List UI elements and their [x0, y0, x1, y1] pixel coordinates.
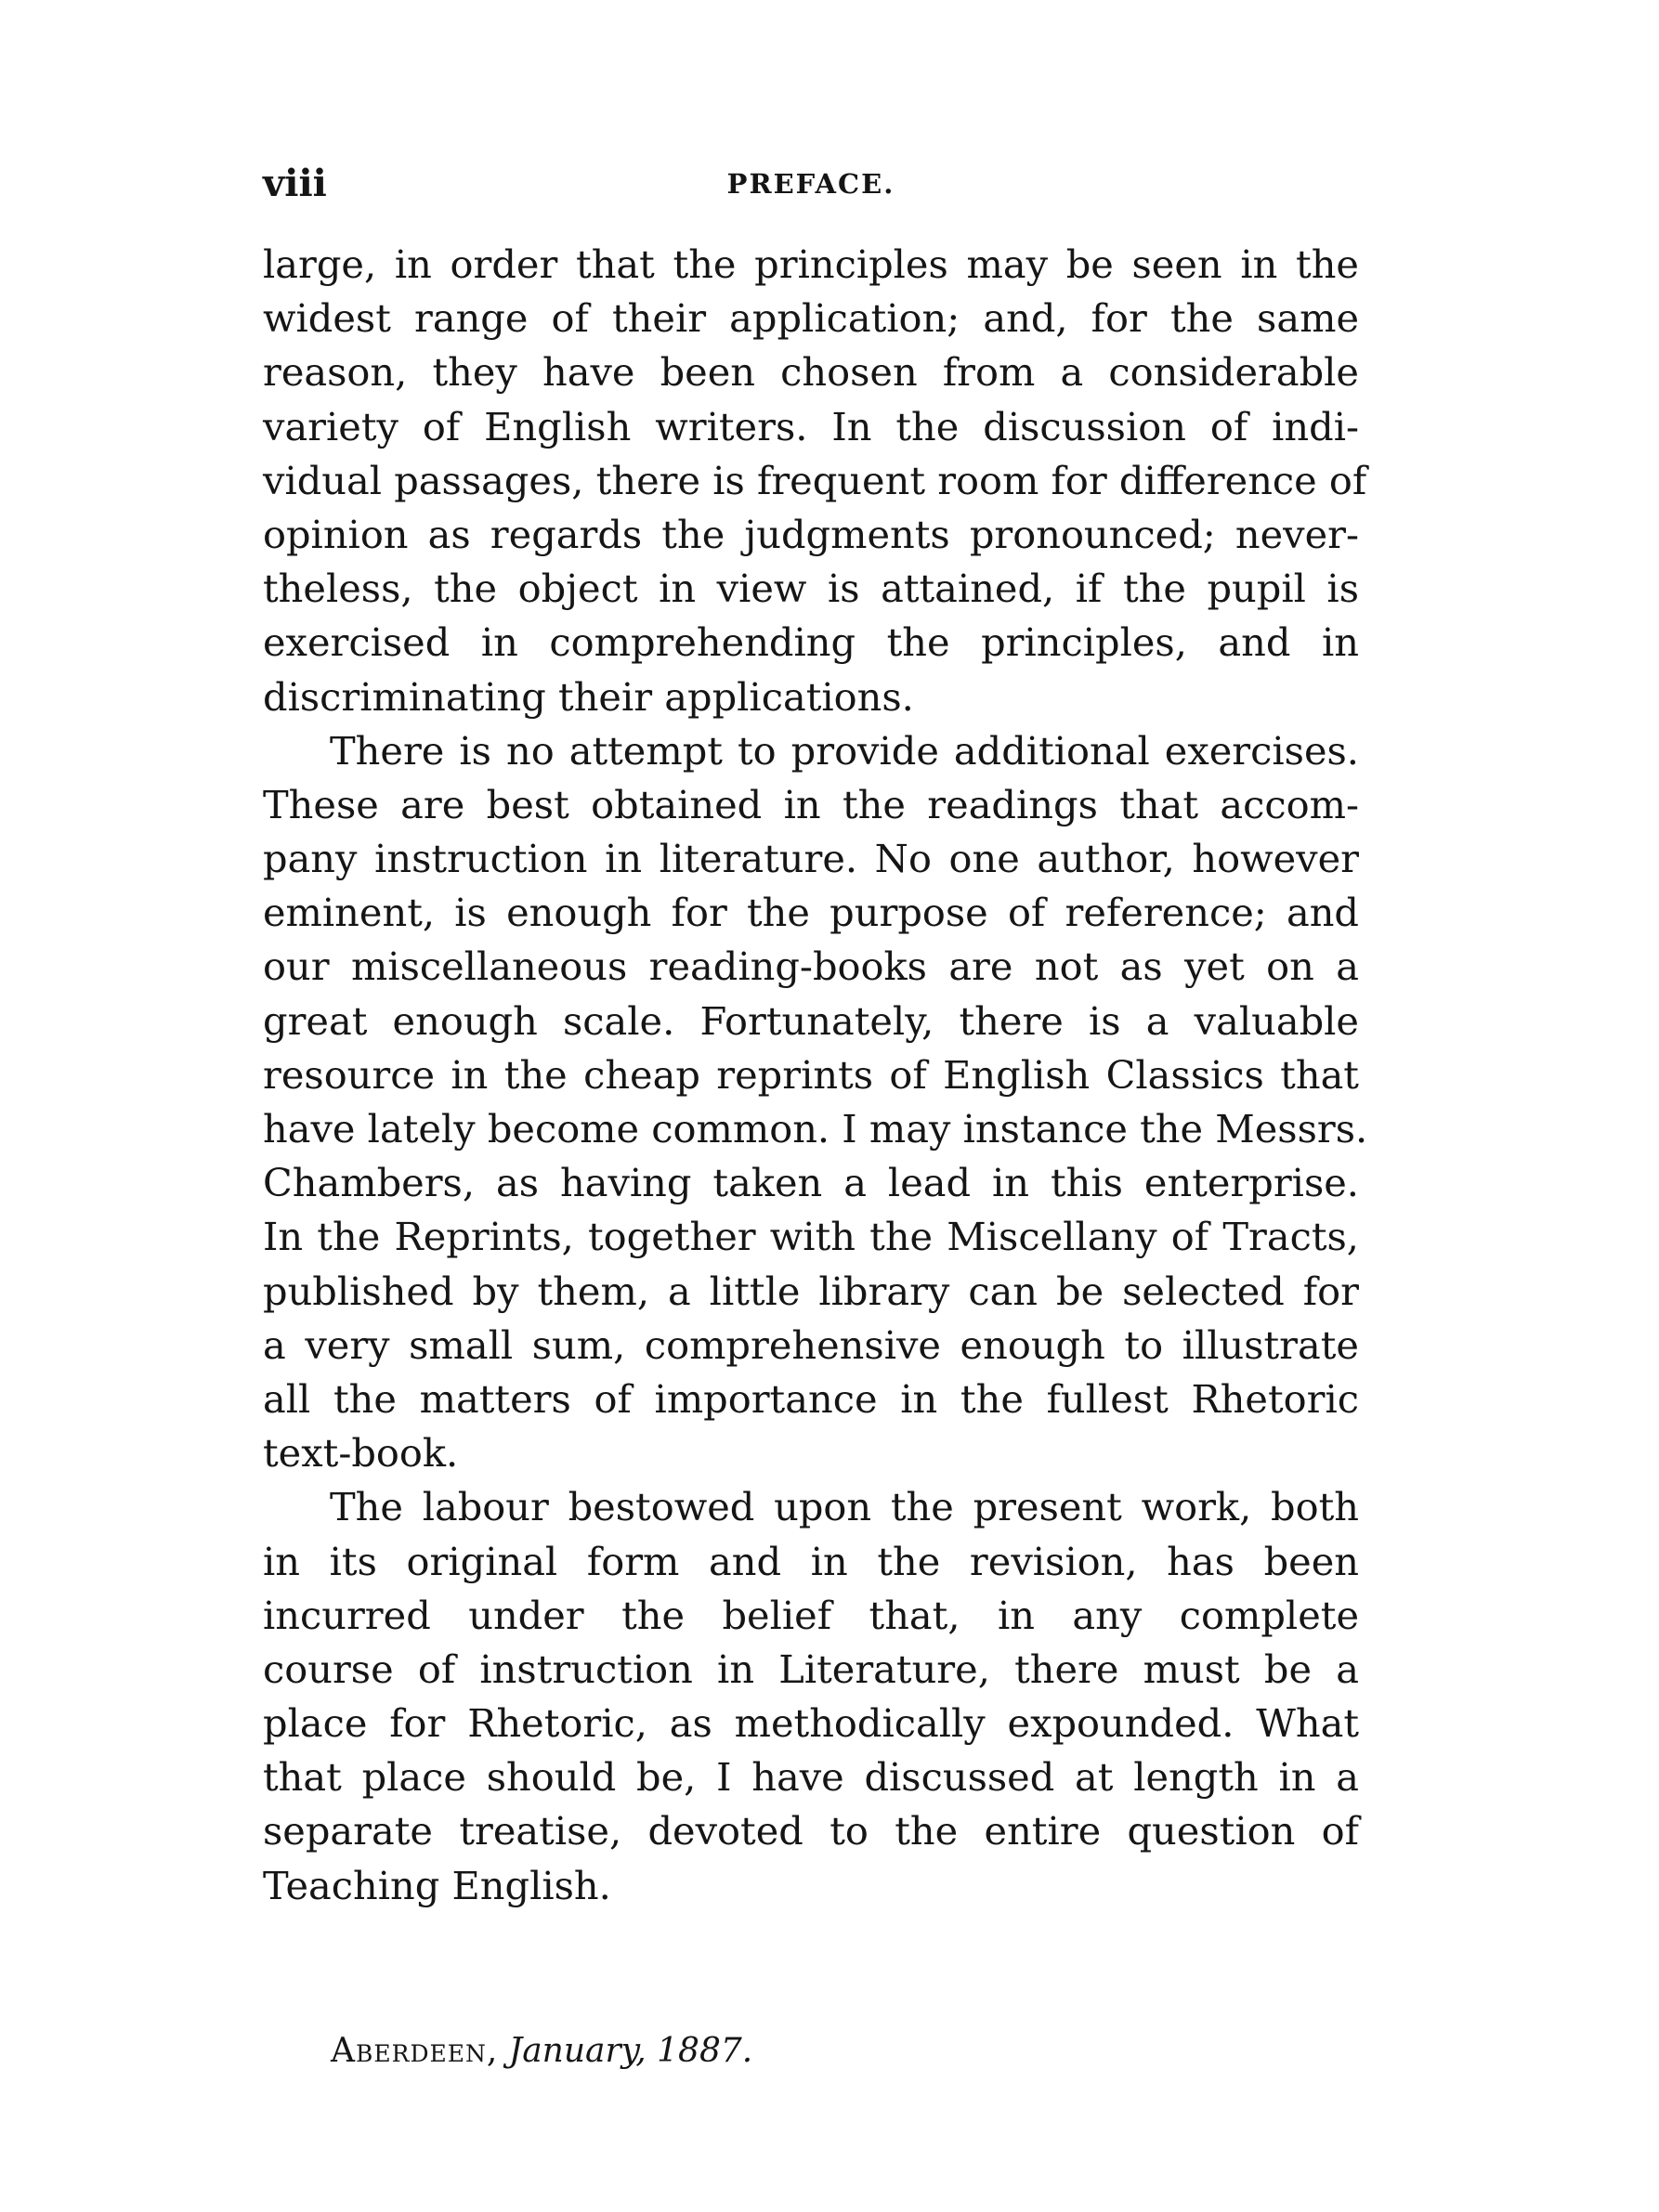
text-line: eminent, is enough for the purpose of reference; and: [263, 890, 1359, 936]
page-number: viii: [263, 162, 327, 205]
text-line: a very small sum, comprehensive enough to illustrate: [263, 1321, 1359, 1368]
running-head: PREFACE.: [726, 168, 895, 200]
text-line: great enough scale. Fortunately, there is a valuable: [263, 997, 1359, 1044]
text-line: published by them, a little library can be selected for: [263, 1268, 1359, 1314]
text-line: separate treatise, devoted to the entire question of: [263, 1808, 1359, 1854]
text-line: have lately become common. I may instance the Messrs.: [263, 1106, 1368, 1152]
signature-place: Aberdeen,: [331, 2032, 499, 2070]
paragraph-1: [263, 238, 1367, 724]
text-line: In the Reprints, together with the Miscellany of Tracts,: [263, 1214, 1359, 1260]
paragraph-3: [263, 1480, 1359, 1913]
text-line: text-book.: [263, 1430, 459, 1477]
text-line: that place should be, I have discussed at length in a: [263, 1754, 1359, 1801]
text-line: variety of English writers. In the discussion of indi-: [263, 403, 1359, 449]
text-line: reason, they have been chosen from a considerable: [263, 349, 1359, 396]
text-line: pany instruction in literature. No one author, however: [263, 836, 1359, 882]
text-line: vidual passages, there is frequent room for difference of: [263, 457, 1367, 503]
text-line: These are best obtained in the readings that accom-: [263, 781, 1359, 827]
text-line: opinion as regards the judgments pronounced; never-: [263, 511, 1359, 557]
text-line: The labour bestowed upon the present work, both: [330, 1484, 1359, 1530]
text-line: theless, the object in view is attained, if the pupil is: [263, 566, 1359, 612]
text-line: Teaching English.: [263, 1862, 611, 1908]
signature: [331, 2028, 752, 2075]
text-line: Chambers, as having taken a lead in this enterprise.: [263, 1160, 1359, 1206]
page-header: [263, 156, 1359, 212]
text-line: incurred under the belief that, in any complete: [263, 1592, 1359, 1638]
text-line: all the matters of importance in the fullest Rhetoric: [263, 1375, 1359, 1422]
text-line: place for Rhetoric, as methodically expounded. What: [263, 1700, 1359, 1747]
body-text: [263, 238, 1368, 1913]
text-line: resource in the cheap reprints of English Classics that: [263, 1051, 1359, 1098]
text-line: our miscellaneous reading-books are not as yet on a: [263, 943, 1359, 990]
text-line: widest range of their application; and, for the same: [263, 295, 1359, 342]
text-line: discriminating their applications.: [263, 673, 914, 720]
text-line: in its original form and in the revision, has been: [263, 1538, 1359, 1584]
text-line: There is no attempt to provide additional exercises.: [330, 727, 1359, 774]
text-line: course of instruction in Literature, there must be a: [263, 1646, 1359, 1692]
paragraph-2: [263, 724, 1368, 1481]
text-line: exercised in comprehending the principles, and in: [263, 619, 1359, 666]
signature-date: January, 1887.: [508, 2032, 753, 2070]
text-line: large, in order that the principles may be seen in the: [263, 241, 1359, 287]
